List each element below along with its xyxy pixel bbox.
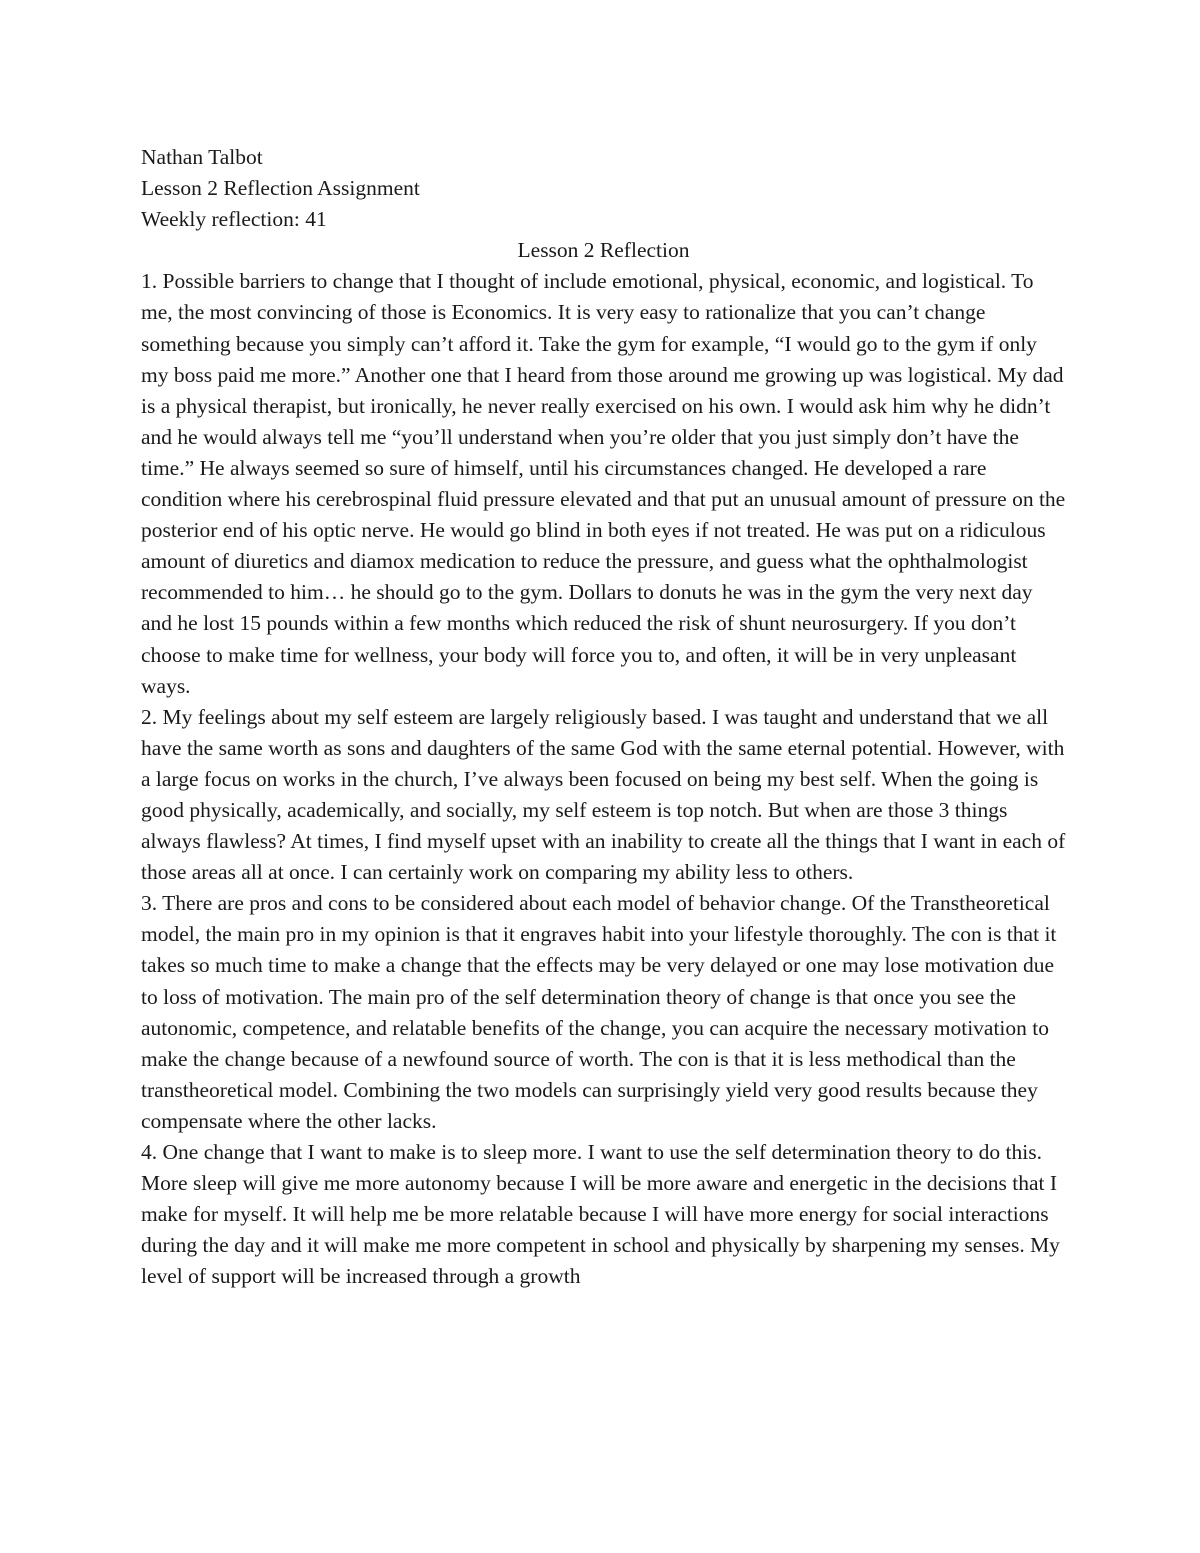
- document-body: [141, 142, 1066, 1292]
- assignment-name: Lesson 2 Reflection Assignment: [141, 176, 420, 201]
- document-title: Lesson 2 Reflection: [517, 238, 690, 263]
- weekly-reflection-label: Weekly reflection: 41: [141, 207, 327, 232]
- author-name: Nathan Talbot: [141, 145, 263, 169]
- answer-paragraph-3: 3. There are pros and cons to be considered about each model of behavior change. Of the Transtheoretical model, the main pro in my opinion is that it engraves habit into your lifestyle thoroughly. The con is that it takes so much time to make a change that the effects may be very delayed or one may lose motivation due to loss of motivation. The main pro of the self determination theory of change is that once you see the autonomic, competence, and relatable benefits of the change, you can acquire the necessary motivation to make the change because of a newfound source of worth. The con is that it is less methodical than the transtheoretical model. Combining the two models can surprisingly yield very good results because they compensate where the other lacks.: [141, 891, 1057, 1133]
- answer-paragraph-1: 1. Possible barriers to change that I thought of include emotional, physical, economic, and logistical. To me, the most convincing of those is Economics. It is very easy to rationalize that you can’t change something because you simply can’t afford it. Take the gym for example, “I would go to the gym if only my boss paid me more.” Another one that I heard from those around me growing up was logistical. My dad is a physical therapist, but ironically, he never really exercised on his own. I would ask him why he didn’t and he would always tell me “you’ll understand when you’re older that you just simply don’t have the time.” He always seemed so sure of himself, until his circumstances changed. He developed a rare condition where his cerebrospinal fluid pressure elevated and that put an unusual amount of pressure on the posterior end of his optic nerve. He would go blind in both eyes if not treated. He was put on a ridiculous amount of diuretics and diamox medication to reduce the pressure, and guess what the ophthalmologist recommended to him… he should go to the gym. Dollars to donuts he was in the gym the very next day and he lost 15 pounds within a few months which reduced the risk of shunt neurosurgery. If you don’t choose to make time for wellness, your body will force you to, and often, it will be in very unpleasant ways.: [141, 269, 1066, 698]
- answer-paragraph-4: 4. One change that I want to make is to sleep more. I want to use the self determination theory to do this. More sleep will give me more autonomy because I will be more aware and energetic in the decisions that I make for myself. It will help me be more relatable because I will have more energy for social interactions during the day and it will make me more competent in school and physically by sharpening my senses. My level of support will be increased through a growth: [141, 1140, 1060, 1289]
- answer-paragraph-2: 2. My feelings about my self esteem are largely religiously based. I was taught and understand that we all have the same worth as sons and daughters of the same God with the same eternal potential. However, with a large focus on works in the church, I’ve always been focused on being my best self. When the going is good physically, academically, and socially, my self esteem is top notch. But when are those 3 things always flawless? At times, I find myself upset with an inability to create all the things that I want in each of those areas all at once. I can certainly work on comparing my ability less to others.: [141, 704, 1066, 885]
